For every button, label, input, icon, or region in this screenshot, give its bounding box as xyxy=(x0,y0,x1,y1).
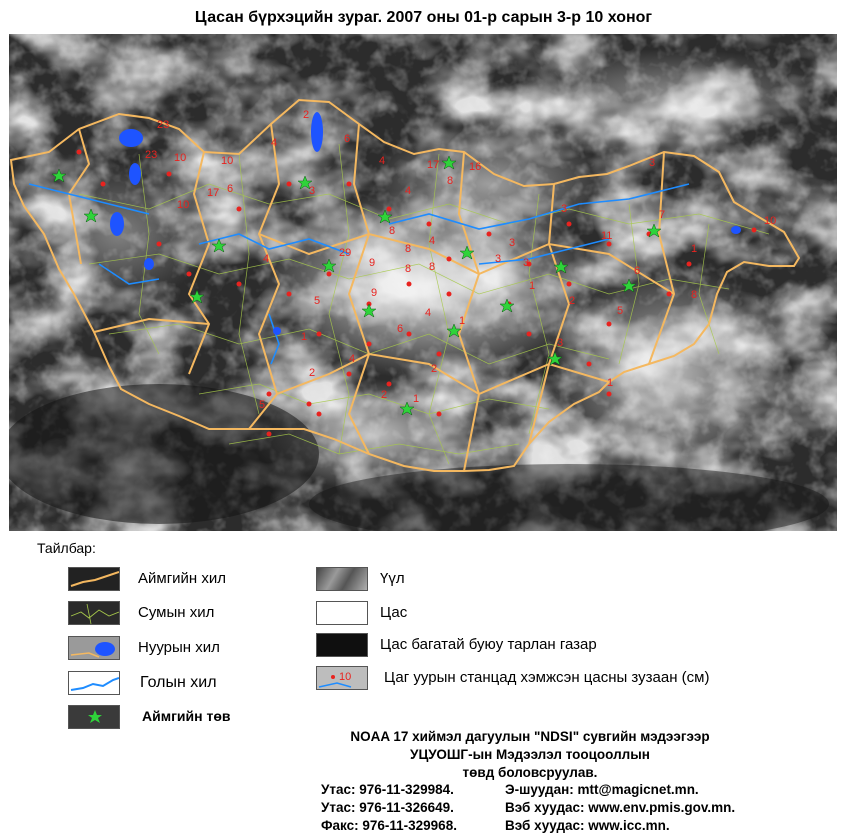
legend-item-aimag-centre xyxy=(68,705,308,729)
station-label: 3 xyxy=(649,157,656,169)
source-line-2: УЦУОШГ-ын Мэдээлэл тооцооллын xyxy=(410,747,650,762)
station-label: 1 xyxy=(691,243,698,255)
station-label: 3 xyxy=(557,337,564,349)
snow-icon xyxy=(316,601,368,625)
station-label: 23 xyxy=(145,149,158,161)
satellite-image xyxy=(9,34,837,531)
station-label: 4 xyxy=(349,353,356,365)
river-icon xyxy=(68,671,120,695)
station-label: 1 xyxy=(413,393,420,405)
station-label: 8 xyxy=(691,289,698,301)
snow-depth-icon xyxy=(316,666,368,690)
phone-2: Утас: 976-11-326649. xyxy=(321,800,454,815)
station-label: 2 xyxy=(303,109,310,121)
station-label: 6 xyxy=(397,323,404,335)
email: Э-шуудан: mtt@magicnet.mn. xyxy=(505,782,699,797)
station-label: 11 xyxy=(601,230,613,242)
legend-item-cloud xyxy=(316,567,516,591)
station-label: 3 xyxy=(309,185,316,197)
station-label: 1 xyxy=(529,280,536,292)
website-1: Вэб хуудас: www.env.pmis.gov.mn. xyxy=(505,800,736,815)
station-label: 4 xyxy=(429,235,436,247)
phone-1: Утас: 976-11-329984. xyxy=(321,782,454,797)
legend-item-aimag-border xyxy=(68,567,308,591)
station-label: 6 xyxy=(344,133,351,145)
lake-border-icon xyxy=(68,636,120,660)
legend-label: Нуурын хил xyxy=(138,639,220,656)
legend-item-sum-border xyxy=(68,601,308,625)
station-label: 9 xyxy=(369,257,376,269)
green-star-icon xyxy=(68,705,120,729)
legend-label: Үүл xyxy=(380,570,405,587)
legend-item-snow xyxy=(316,601,516,625)
station-label: 10 xyxy=(174,152,187,164)
station-label: 3 xyxy=(509,237,516,249)
legend-label: Цас xyxy=(380,604,408,621)
low-snow-icon xyxy=(316,633,368,657)
legend-label: Сумын хил xyxy=(138,604,215,621)
station-label: 10 xyxy=(764,215,777,227)
legend-label: Цас багатай буюу тарлан газар xyxy=(380,636,597,653)
station-label: 4 xyxy=(263,253,270,265)
legend-label: Аймгийн төв xyxy=(142,708,231,724)
station-label: 4 xyxy=(271,137,278,149)
source-line-3: төвд боловсруулав. xyxy=(462,765,598,780)
station-label: 4 xyxy=(379,155,386,167)
station-label: 23 xyxy=(157,119,170,131)
station-label: 1 xyxy=(301,331,308,343)
station-label: 16 xyxy=(469,161,482,173)
snow-depth-sample: 10 xyxy=(339,671,352,683)
snow-cover-map xyxy=(9,34,837,531)
station-label: 17 xyxy=(207,187,220,199)
sum-border-icon xyxy=(68,601,120,625)
station-label: 2 xyxy=(381,389,388,401)
station-label: 4 xyxy=(425,307,432,319)
station-label: 17 xyxy=(427,159,440,171)
station-label: 2 xyxy=(431,363,438,375)
station-label: 4 xyxy=(405,185,412,197)
legend-item-river xyxy=(68,671,308,695)
station-label: 9 xyxy=(371,287,378,299)
legend-item-snow-depth xyxy=(316,666,786,690)
station-label: 7 xyxy=(659,209,666,221)
cloud-icon xyxy=(316,567,368,591)
station-label: 1 xyxy=(607,377,614,389)
map-title: Цасан бүрхэцийн зураг. 2007 оны 01-р сарын 3-р 10 хоног xyxy=(194,9,653,26)
station-label: 2 xyxy=(309,367,316,379)
station-label: 10 xyxy=(221,155,234,167)
legend-label: Аймгийн хил xyxy=(138,570,227,587)
station-label: 6 xyxy=(227,183,234,195)
legend-item-low-snow xyxy=(316,633,656,657)
station-label: 3 xyxy=(495,253,502,265)
station-label: 8 xyxy=(405,263,412,275)
legend-label: Голын хил xyxy=(140,674,217,691)
website-2: Вэб хуудас: www.icc.mn. xyxy=(505,818,670,833)
station-label: 8 xyxy=(447,175,454,187)
station-label: 8 xyxy=(389,225,396,237)
station-label: 10 xyxy=(177,199,190,211)
aimag-border-icon xyxy=(68,567,120,591)
legend-heading: Тайлбар: xyxy=(37,540,96,556)
station-label: 2 xyxy=(569,295,576,307)
station-label: 5 xyxy=(314,295,321,307)
data-source-note xyxy=(315,728,745,782)
station-label: 3 xyxy=(561,203,568,215)
station-label: 3 xyxy=(523,257,530,269)
fax: Факс: 976-11-329968. xyxy=(321,818,457,833)
legend-label: Цаг уурын станцад хэмжсэн цасны зузаан (см) xyxy=(384,669,710,686)
legend-item-lake-border xyxy=(68,636,308,660)
source-line-1: NOAA 17 хиймэл дагуулын "NDSI" сувгийн мэдээгээр xyxy=(350,729,710,744)
station-label: 5 xyxy=(617,305,624,317)
station-label: 5 xyxy=(259,399,266,411)
station-label: 1 xyxy=(459,315,466,327)
station-label: 8 xyxy=(405,243,412,255)
station-label: 29 xyxy=(339,247,352,259)
station-label: 6 xyxy=(634,265,641,277)
station-label: 8 xyxy=(429,261,436,273)
